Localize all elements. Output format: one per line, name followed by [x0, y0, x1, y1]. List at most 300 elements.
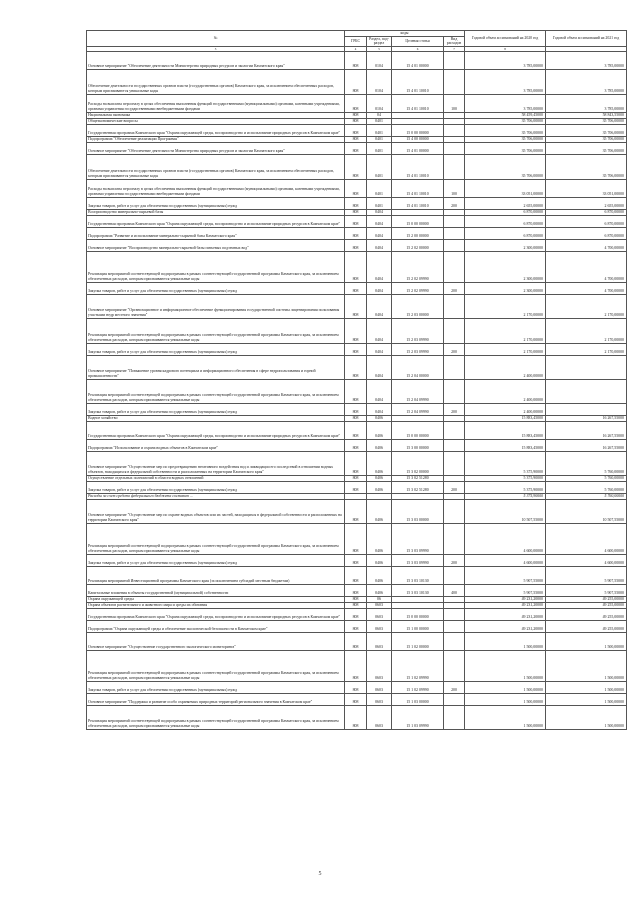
- cell-grbs: 808: [345, 355, 367, 379]
- cell-amount-2021: 35 706,00000: [546, 124, 627, 136]
- cell-amount-2021: 1 500,00000: [546, 681, 627, 693]
- table-row: [87, 705, 627, 729]
- cell-target-article: 15 1 03 09990: [392, 705, 444, 729]
- cell-name: Государственная программа Камчатского края "Охрана окружающей среды, воспроизводство и использование природных ресурсов в Камчатском крае": [87, 124, 345, 136]
- cell-name: Расходы за счет средств федерального бюджета составит ...: [87, 493, 345, 499]
- cell-target-article: 15 1 02 09990: [392, 681, 444, 693]
- cell-grbs: 808: [345, 523, 367, 554]
- cell-razdel: 0404: [367, 355, 392, 379]
- cell-target-article: 15 4 01 00000: [392, 142, 444, 154]
- cell-grbs: 808: [345, 124, 367, 136]
- cell-razdel: 0404: [367, 318, 392, 343]
- cell-amount-2020: 35 706,00000: [465, 136, 546, 142]
- cell-razdel: 0401: [367, 142, 392, 154]
- budget-table: [86, 30, 627, 730]
- cell-name: Основное мероприятие "Воспроизводство минерально-сырьевой базы питьевых подземных вод": [87, 239, 345, 251]
- cell-razdel: 0603: [367, 693, 392, 705]
- cell-name: Воспроизводство минерально-сырьевой базы: [87, 209, 345, 215]
- cell-expense-type: [444, 632, 465, 650]
- cell-razdel: 0406: [367, 566, 392, 584]
- cell-razdel: 0404: [367, 294, 392, 318]
- cell-name: Реализация мероприятий соответствующей подпрограммы в рамках соответствующей государственной программы Камчатского края, за исключением обеспеченных расходов, которым присваиваются уникальные коды: [87, 318, 345, 343]
- cell-grbs: 808: [345, 118, 367, 124]
- cell-name: Обеспечение деятельности государственных органов власти (государственных органов) Камчатского края, за исключением обеспеченных расходов, которым присваиваются уникальные коды: [87, 154, 345, 179]
- cell-expense-type: [444, 69, 465, 94]
- cell-name: Государственная программа Камчатского края "Охрана окружающей среды, воспроизводство и использование природных ресурсов в Камчатском крае": [87, 608, 345, 620]
- cell-amount-2020: 35 706,00000: [465, 142, 546, 154]
- cell-expense-type: 200: [444, 681, 465, 693]
- cell-name: Реализация мероприятий Инвестиционной программы Камчатского края (за исключением субсидий местным бюджетам): [87, 566, 345, 584]
- table-row: [87, 318, 627, 343]
- cell-grbs: 808: [345, 451, 367, 475]
- table-row: [87, 179, 627, 197]
- cell-target-article: 15 0 00 00000: [392, 421, 444, 439]
- cell-amount-2020: 5 907,55000: [465, 566, 546, 584]
- cell-amount-2020: 49 231,20000: [465, 602, 546, 608]
- cell-name: Закупка товаров, работ и услуг для обеспечения государственных (муниципальных) нужд: [87, 197, 345, 209]
- cell-grbs: 808: [345, 439, 367, 451]
- header-grbs: ГРБС: [345, 36, 367, 46]
- cell-razdel: 0603: [367, 620, 392, 632]
- cell-razdel: 0603: [367, 608, 392, 620]
- table-row: [87, 439, 627, 451]
- cell-expense-type: 200: [444, 343, 465, 355]
- cell-grbs: 808: [345, 650, 367, 681]
- cell-razdel: 0404: [367, 227, 392, 239]
- cell-razdel: 0401: [367, 154, 392, 179]
- index-cell: 4: [345, 46, 367, 51]
- cell-amount-2021: 49 255,00000: [546, 620, 627, 632]
- cell-name: Обеспечение деятельности государственных органов власти (государственных органов) Камчатского края, за исключением обеспеченных расходов, которым присваиваются уникальные коды: [87, 69, 345, 94]
- cell-name: Национальная экономика: [87, 112, 345, 118]
- cell-grbs: 808: [345, 481, 367, 493]
- cell-expense-type: [444, 227, 465, 239]
- cell-grbs: 808: [345, 251, 367, 282]
- cell-expense-type: [444, 451, 465, 475]
- cell-target-article: 15 1 02 00000: [392, 632, 444, 650]
- cell-amount-2020: 15 883,45000: [465, 439, 546, 451]
- cell-amount-2021: 49 255,00000: [546, 596, 627, 602]
- cell-target-article: 15 3 02 51280: [392, 475, 444, 481]
- cell-name: Общеэкономические вопросы: [87, 118, 345, 124]
- cell-razdel: 0404: [367, 379, 392, 403]
- cell-grbs: 808: [345, 475, 367, 481]
- table-row: [87, 650, 627, 681]
- cell-amount-2021: 16 267,55000: [546, 439, 627, 451]
- cell-expense-type: [444, 566, 465, 584]
- cell-target-article: 15 4 01 10010: [392, 197, 444, 209]
- cell-grbs: 808: [345, 282, 367, 294]
- cell-razdel: 0406: [367, 584, 392, 596]
- cell-expense-type: [444, 124, 465, 136]
- cell-amount-2020: 5 375,90000: [465, 451, 546, 475]
- cell-razdel: 0406: [367, 421, 392, 439]
- cell-name: Реализация мероприятий соответствующей подпрограммы в рамках соответствующей государственной программы Камчатского края, за исключением обеспеченных расходов, которым присваиваются уникальные коды: [87, 650, 345, 681]
- cell-amount-2021: 5 907,55000: [546, 566, 627, 584]
- cell-grbs: 808: [345, 620, 367, 632]
- cell-amount-2021: [546, 355, 627, 379]
- cell-grbs: 808: [345, 602, 367, 608]
- index-cell: 6: [392, 46, 444, 51]
- cell-amount-2021: 2 170,00000: [546, 294, 627, 318]
- cell-target-article: 15 2 03 09990: [392, 318, 444, 343]
- cell-target-article: 15 0 00 00000: [392, 608, 444, 620]
- table-row: [87, 499, 627, 523]
- cell-amount-2021: 3 785,00000: [546, 69, 627, 94]
- table-row: [87, 523, 627, 554]
- cell-razdel: 06: [367, 596, 392, 602]
- cell-name: Водное хозяйство: [87, 415, 345, 421]
- cell-target-article: 15 2 03 09990: [392, 343, 444, 355]
- cell-grbs: 808: [345, 209, 367, 215]
- cell-grbs: 808: [345, 112, 367, 118]
- cell-target-article: 15 2 03 00000: [392, 294, 444, 318]
- cell-amount-2020: 35 706,00000: [465, 118, 546, 124]
- cell-name: Закупка товаров, работ и услуг для обеспечения государственных (муниципальных) нужд: [87, 282, 345, 294]
- cell-amount-2020: 2 300,00000: [465, 251, 546, 282]
- cell-grbs: 808: [345, 154, 367, 179]
- cell-target-article: 15 3 03 00000: [392, 499, 444, 523]
- cell-name: Основное мероприятие "Осуществление мер по предотвращению негативного воздействия вод и ликвидации его последствий в отношении водных объектов, находящихся в федеральной собственности и расположенных на территории Камчатского края": [87, 451, 345, 475]
- cell-amount-2020: 49 231,20000: [465, 608, 546, 620]
- cell-amount-2021: 6 870,00000: [546, 215, 627, 227]
- cell-amount-2020: 2 170,00000: [465, 343, 546, 355]
- cell-amount-2021: 3 785,00000: [546, 94, 627, 112]
- cell-razdel: 0406: [367, 415, 392, 421]
- cell-amount-2020: 15 883,45000: [465, 415, 546, 421]
- cell-amount-2021: 10 507,55000: [546, 499, 627, 523]
- cell-name: Реализация мероприятий соответствующей подпрограммы в рамках соответствующей государственной программы Камчатского края, за исключением обеспеченных расходов, которым присваиваются уникальные коды: [87, 523, 345, 554]
- cell-name: Закупка товаров, работ и услуг для обеспечения государственных (муниципальных) нужд: [87, 403, 345, 415]
- cell-expense-type: [444, 239, 465, 251]
- cell-amount-2020: 2 400,00000: [465, 403, 546, 415]
- cell-expense-type: [444, 421, 465, 439]
- cell-amount-2021: [546, 403, 627, 415]
- cell-amount-2020: 5 375,90000: [465, 493, 546, 499]
- table-row: [87, 51, 627, 69]
- cell-grbs: 808: [345, 566, 367, 584]
- cell-razdel: 0401: [367, 136, 392, 142]
- cell-amount-2020: 5 907,55000: [465, 584, 546, 596]
- cell-target-article: 15 4 01 00000: [392, 51, 444, 69]
- cell-amount-2021: 1 500,00000: [546, 650, 627, 681]
- cell-razdel: 0406: [367, 554, 392, 566]
- cell-name: Реализация мероприятий соответствующей подпрограммы в рамках соответствующей государственной программы Камчатского края, за исключением обеспеченных расходов, которым присваиваются уникальные коды: [87, 251, 345, 282]
- cell-grbs: 808: [345, 343, 367, 355]
- cell-target-article: 15 4 01 10010: [392, 94, 444, 112]
- cell-amount-2021: 2 655,00000: [546, 197, 627, 209]
- cell-expense-type: [444, 705, 465, 729]
- cell-amount-2021: 4 700,00000: [546, 282, 627, 294]
- cell-amount-2021: 1 500,00000: [546, 693, 627, 705]
- cell-razdel: 0404: [367, 251, 392, 282]
- cell-amount-2021: 4 700,00000: [546, 239, 627, 251]
- cell-grbs: 808: [345, 94, 367, 112]
- cell-name: Закупка товаров, работ и услуг для обеспечения государственных (муниципальных) нужд: [87, 343, 345, 355]
- page-number: 5: [318, 871, 322, 877]
- cell-expense-type: [444, 439, 465, 451]
- cell-name: Основное мероприятие "Организационное и информационное обеспечение функционирования государственной системы лицензирования пользования участками недр местного значения": [87, 294, 345, 318]
- cell-razdel: 0603: [367, 705, 392, 729]
- cell-grbs: 808: [345, 294, 367, 318]
- cell-razdel: 0406: [367, 481, 392, 493]
- cell-razdel: 0406: [367, 523, 392, 554]
- index-cell: 7: [444, 46, 465, 51]
- cell-amount-2020: 1 500,00000: [465, 681, 546, 693]
- table-row: [87, 608, 627, 620]
- cell-amount-2021: 58 843,55000: [546, 112, 627, 118]
- table-row: [87, 197, 627, 209]
- cell-grbs: 808: [345, 51, 367, 69]
- table-row: [87, 403, 627, 415]
- header-csr: Целевая статья: [392, 36, 444, 46]
- cell-expense-type: [444, 51, 465, 69]
- cell-amount-2021: 5 760,00000: [546, 475, 627, 481]
- cell-amount-2021: 35 706,00000: [546, 142, 627, 154]
- cell-amount-2020: 6 870,00000: [465, 209, 546, 215]
- cell-grbs: 808: [345, 136, 367, 142]
- cell-target-article: 15 3 02 00000: [392, 451, 444, 475]
- cell-target-article: 15 4 01 10010: [392, 69, 444, 94]
- cell-target-article: 15 3 03 09990: [392, 523, 444, 554]
- cell-grbs: 808: [345, 554, 367, 566]
- cell-target-article: 15 2 04 09990: [392, 379, 444, 403]
- cell-target-article: 15 3 03 10130: [392, 584, 444, 596]
- cell-amount-2020: 35 706,00000: [465, 124, 546, 136]
- cell-amount-2020: 6 870,00000: [465, 227, 546, 239]
- cell-amount-2020: 2 655,00000: [465, 197, 546, 209]
- header-codes: коды: [345, 31, 465, 37]
- cell-grbs: 808: [345, 142, 367, 154]
- table-row: [87, 69, 627, 94]
- cell-amount-2021: 16 267,55000: [546, 421, 627, 439]
- cell-name: Подпрограмма "Обеспечение реализации Программы": [87, 136, 345, 142]
- cell-amount-2021: 6 870,00000: [546, 227, 627, 239]
- cell-expense-type: [444, 154, 465, 179]
- cell-amount-2020: 4 600,00000: [465, 554, 546, 566]
- table-row: [87, 620, 627, 632]
- table-row: [87, 343, 627, 355]
- table-row: [87, 481, 627, 493]
- cell-expense-type: 200: [444, 554, 465, 566]
- cell-grbs: 808: [345, 681, 367, 693]
- cell-name: Подпрограмма "Развитие и использование минерально-сырьевой базы Камчатского края": [87, 227, 345, 239]
- table-row: [87, 451, 627, 475]
- cell-name: Закупка товаров, работ и услуг для обеспечения государственных (муниципальных) нужд: [87, 681, 345, 693]
- cell-target-article: 15 2 02 09990: [392, 251, 444, 282]
- cell-expense-type: [444, 620, 465, 632]
- cell-amount-2021: 49 255,00000: [546, 608, 627, 620]
- cell-name: Расходы на выплаты персоналу в целях обеспечения выполнения функций государственными (муниципальными) органами, казенными учреждениями, органами управления государственными внебюджетными фондами: [87, 94, 345, 112]
- cell-amount-2021: 4 600,00000: [546, 523, 627, 554]
- cell-razdel: 0104: [367, 94, 392, 112]
- cell-expense-type: [444, 318, 465, 343]
- cell-name: Основное мероприятие "Поддержка и развитие особо охраняемых природных территорий регионального значения в Камчатском крае": [87, 693, 345, 705]
- cell-amount-2021: 16 267,55000: [546, 415, 627, 421]
- cell-amount-2020: 2 400,00000: [465, 355, 546, 379]
- cell-amount-2020: 1 500,00000: [465, 632, 546, 650]
- cell-razdel: 0104: [367, 69, 392, 94]
- cell-target-article: 15 3 02 51280: [392, 481, 444, 493]
- table-row: [87, 554, 627, 566]
- budget-page: [86, 30, 626, 730]
- cell-expense-type: 200: [444, 481, 465, 493]
- cell-amount-2021: 5 907,55000: [546, 584, 627, 596]
- cell-target-article: 15 2 04 09990: [392, 403, 444, 415]
- table-row: [87, 251, 627, 282]
- cell-grbs: 808: [345, 693, 367, 705]
- index-cell: 3: [87, 46, 345, 51]
- cell-amount-2021: 35 706,00000: [546, 136, 627, 142]
- cell-grbs: 808: [345, 421, 367, 439]
- cell-amount-2020: 58 459,45000: [465, 112, 546, 118]
- cell-amount-2020: 1 500,00000: [465, 650, 546, 681]
- cell-razdel: 0404: [367, 239, 392, 251]
- cell-razdel: 0406: [367, 451, 392, 475]
- cell-expense-type: [444, 608, 465, 620]
- cell-target-article: 15 0 00 00000: [392, 124, 444, 136]
- cell-razdel: 0404: [367, 403, 392, 415]
- cell-expense-type: [444, 523, 465, 554]
- cell-name: Государственная программа Камчатского края "Охрана окружающей среды, воспроизводство и использование природных ресурсов в Камчатском крае": [87, 215, 345, 227]
- cell-amount-2021: 6 870,00000: [546, 209, 627, 215]
- cell-grbs: 808: [345, 415, 367, 421]
- cell-target-article: 15 2 00 00000: [392, 227, 444, 239]
- cell-razdel: 0104: [367, 51, 392, 69]
- cell-name: Осуществление отдельных полномочий в области водных отношений: [87, 475, 345, 481]
- cell-name: Основное мероприятие "Обеспечение деятельности Министерства природных ресурсов и экологии Камчатского края": [87, 51, 345, 69]
- cell-amount-2021: 4 700,00000: [546, 251, 627, 282]
- cell-razdel: 0401: [367, 124, 392, 136]
- cell-amount-2020: 49 231,20000: [465, 596, 546, 602]
- table-row: [87, 215, 627, 227]
- cell-amount-2020: 2 170,00000: [465, 318, 546, 343]
- cell-grbs: 808: [345, 403, 367, 415]
- cell-razdel: 04: [367, 112, 392, 118]
- cell-grbs: 808: [345, 584, 367, 596]
- cell-name: Подпрограмма "Использование и охрана водных объектов в Камчатском крае": [87, 439, 345, 451]
- table-row: [87, 282, 627, 294]
- table-row: [87, 154, 627, 179]
- cell-expense-type: 100: [444, 94, 465, 112]
- table-row: [87, 294, 627, 318]
- cell-amount-2021: 1 500,00000: [546, 705, 627, 729]
- cell-grbs: 808: [345, 239, 367, 251]
- cell-name: Расходы на выплаты персоналу в целях обеспечения выполнения функций государственными (муниципальными) органами, казенными учреждениями, органами управления государственными внебюджетными фондами: [87, 179, 345, 197]
- cell-amount-2020: 3 785,00000: [465, 94, 546, 112]
- cell-amount-2021: 2 170,00000: [546, 318, 627, 343]
- cell-amount-2020: 2 170,00000: [465, 294, 546, 318]
- cell-target-article: 15 1 00 00000: [392, 620, 444, 632]
- cell-expense-type: 200: [444, 197, 465, 209]
- cell-name: Охрана окружающей среды: [87, 596, 345, 602]
- table-row: [87, 632, 627, 650]
- cell-amount-2020: 2 300,00000: [465, 282, 546, 294]
- cell-amount-2021: 1 500,00000: [546, 632, 627, 650]
- table-row: [87, 227, 627, 239]
- cell-name: Подпрограмма "Охрана окружающей среды и обеспечение экологической безопасности в Камчатском крае": [87, 620, 345, 632]
- table-row: [87, 355, 627, 379]
- cell-razdel: 0406: [367, 499, 392, 523]
- cell-target-article: 15 3 03 09990: [392, 554, 444, 566]
- cell-razdel: 0406: [367, 439, 392, 451]
- table-row: [87, 421, 627, 439]
- cell-expense-type: 100: [444, 179, 465, 197]
- cell-amount-2020: 5 375,90000: [465, 475, 546, 481]
- cell-expense-type: [444, 499, 465, 523]
- cell-amount-2021: 4 600,00000: [546, 554, 627, 566]
- cell-target-article: 15 4 01 10010: [392, 179, 444, 197]
- cell-amount-2021: 5 760,00000: [546, 451, 627, 475]
- cell-name: Основное мероприятие "Осуществление мер по охране водных объектов или их частей, находящихся в федеральной собственности и расположенных на территории Камчатского края": [87, 499, 345, 523]
- table-row: [87, 94, 627, 112]
- cell-amount-2020: 35 706,00000: [465, 154, 546, 179]
- cell-name: Закупка товаров, работ и услуг для обеспечения государственных (муниципальных) нужд: [87, 481, 345, 493]
- header-2020: Годовой объем ассигнований на 2020 год: [465, 31, 546, 47]
- cell-expense-type: 400: [444, 584, 465, 596]
- cell-name: Основное мероприятие "Повышение уровня кадрового потенциала и информационного обеспечения в сфере недропользования и горной промышленности": [87, 355, 345, 379]
- cell-grbs: 808: [345, 499, 367, 523]
- table-row: [87, 584, 627, 596]
- cell-expense-type: [444, 142, 465, 154]
- cell-grbs: 808: [345, 379, 367, 403]
- cell-expense-type: 200: [444, 403, 465, 415]
- cell-name: Охрана объектов растительного и животного мира и среды их обитания: [87, 602, 345, 608]
- table-row: [87, 142, 627, 154]
- cell-grbs: 808: [345, 215, 367, 227]
- cell-grbs: 808: [345, 197, 367, 209]
- table-row: [87, 124, 627, 136]
- cell-amount-2021: 2 170,00000: [546, 343, 627, 355]
- cell-target-article: 15 0 00 00000: [392, 215, 444, 227]
- cell-razdel: 0603: [367, 632, 392, 650]
- header-name: №: [87, 31, 345, 47]
- cell-expense-type: [444, 251, 465, 282]
- cell-amount-2021: 35 706,00000: [546, 118, 627, 124]
- table-row: [87, 681, 627, 693]
- cell-expense-type: [444, 650, 465, 681]
- cell-amount-2020: 15 883,45000: [465, 421, 546, 439]
- index-cell: 8: [465, 46, 546, 51]
- header-2021: Годовой объем ассигнований на 2021 год: [546, 31, 627, 47]
- table-row: [87, 379, 627, 403]
- cell-razdel: 0404: [367, 282, 392, 294]
- cell-razdel: 0404: [367, 209, 392, 215]
- cell-amount-2021: [546, 379, 627, 403]
- cell-amount-2020: 3 785,00000: [465, 69, 546, 94]
- cell-target-article: 15 2 02 09990: [392, 282, 444, 294]
- cell-amount-2020: 6 870,00000: [465, 215, 546, 227]
- cell-razdel: 0404: [367, 215, 392, 227]
- cell-grbs: 808: [345, 227, 367, 239]
- cell-razdel: 0406: [367, 475, 392, 481]
- cell-amount-2020: 10 507,55000: [465, 499, 546, 523]
- cell-amount-2021: 33 051,00000: [546, 179, 627, 197]
- cell-expense-type: 200: [444, 282, 465, 294]
- cell-amount-2021: 3 785,00000: [546, 51, 627, 69]
- cell-target-article: 15 4 00 00000: [392, 136, 444, 142]
- cell-expense-type: [444, 379, 465, 403]
- header-vr: Вид расходов: [444, 36, 465, 46]
- cell-target-article: 15 1 03 00000: [392, 693, 444, 705]
- cell-razdel: 0603: [367, 650, 392, 681]
- cell-name: Закупка товаров, работ и услуг для обеспечения государственных (муниципальных) нужд: [87, 554, 345, 566]
- cell-name: Капитальные вложения в объекты государственной (муниципальной) собственности: [87, 584, 345, 596]
- cell-razdel: 0603: [367, 602, 392, 608]
- cell-amount-2020: 3 785,00000: [465, 51, 546, 69]
- cell-target-article: 15 4 01 10010: [392, 154, 444, 179]
- cell-amount-2020: 4 600,00000: [465, 523, 546, 554]
